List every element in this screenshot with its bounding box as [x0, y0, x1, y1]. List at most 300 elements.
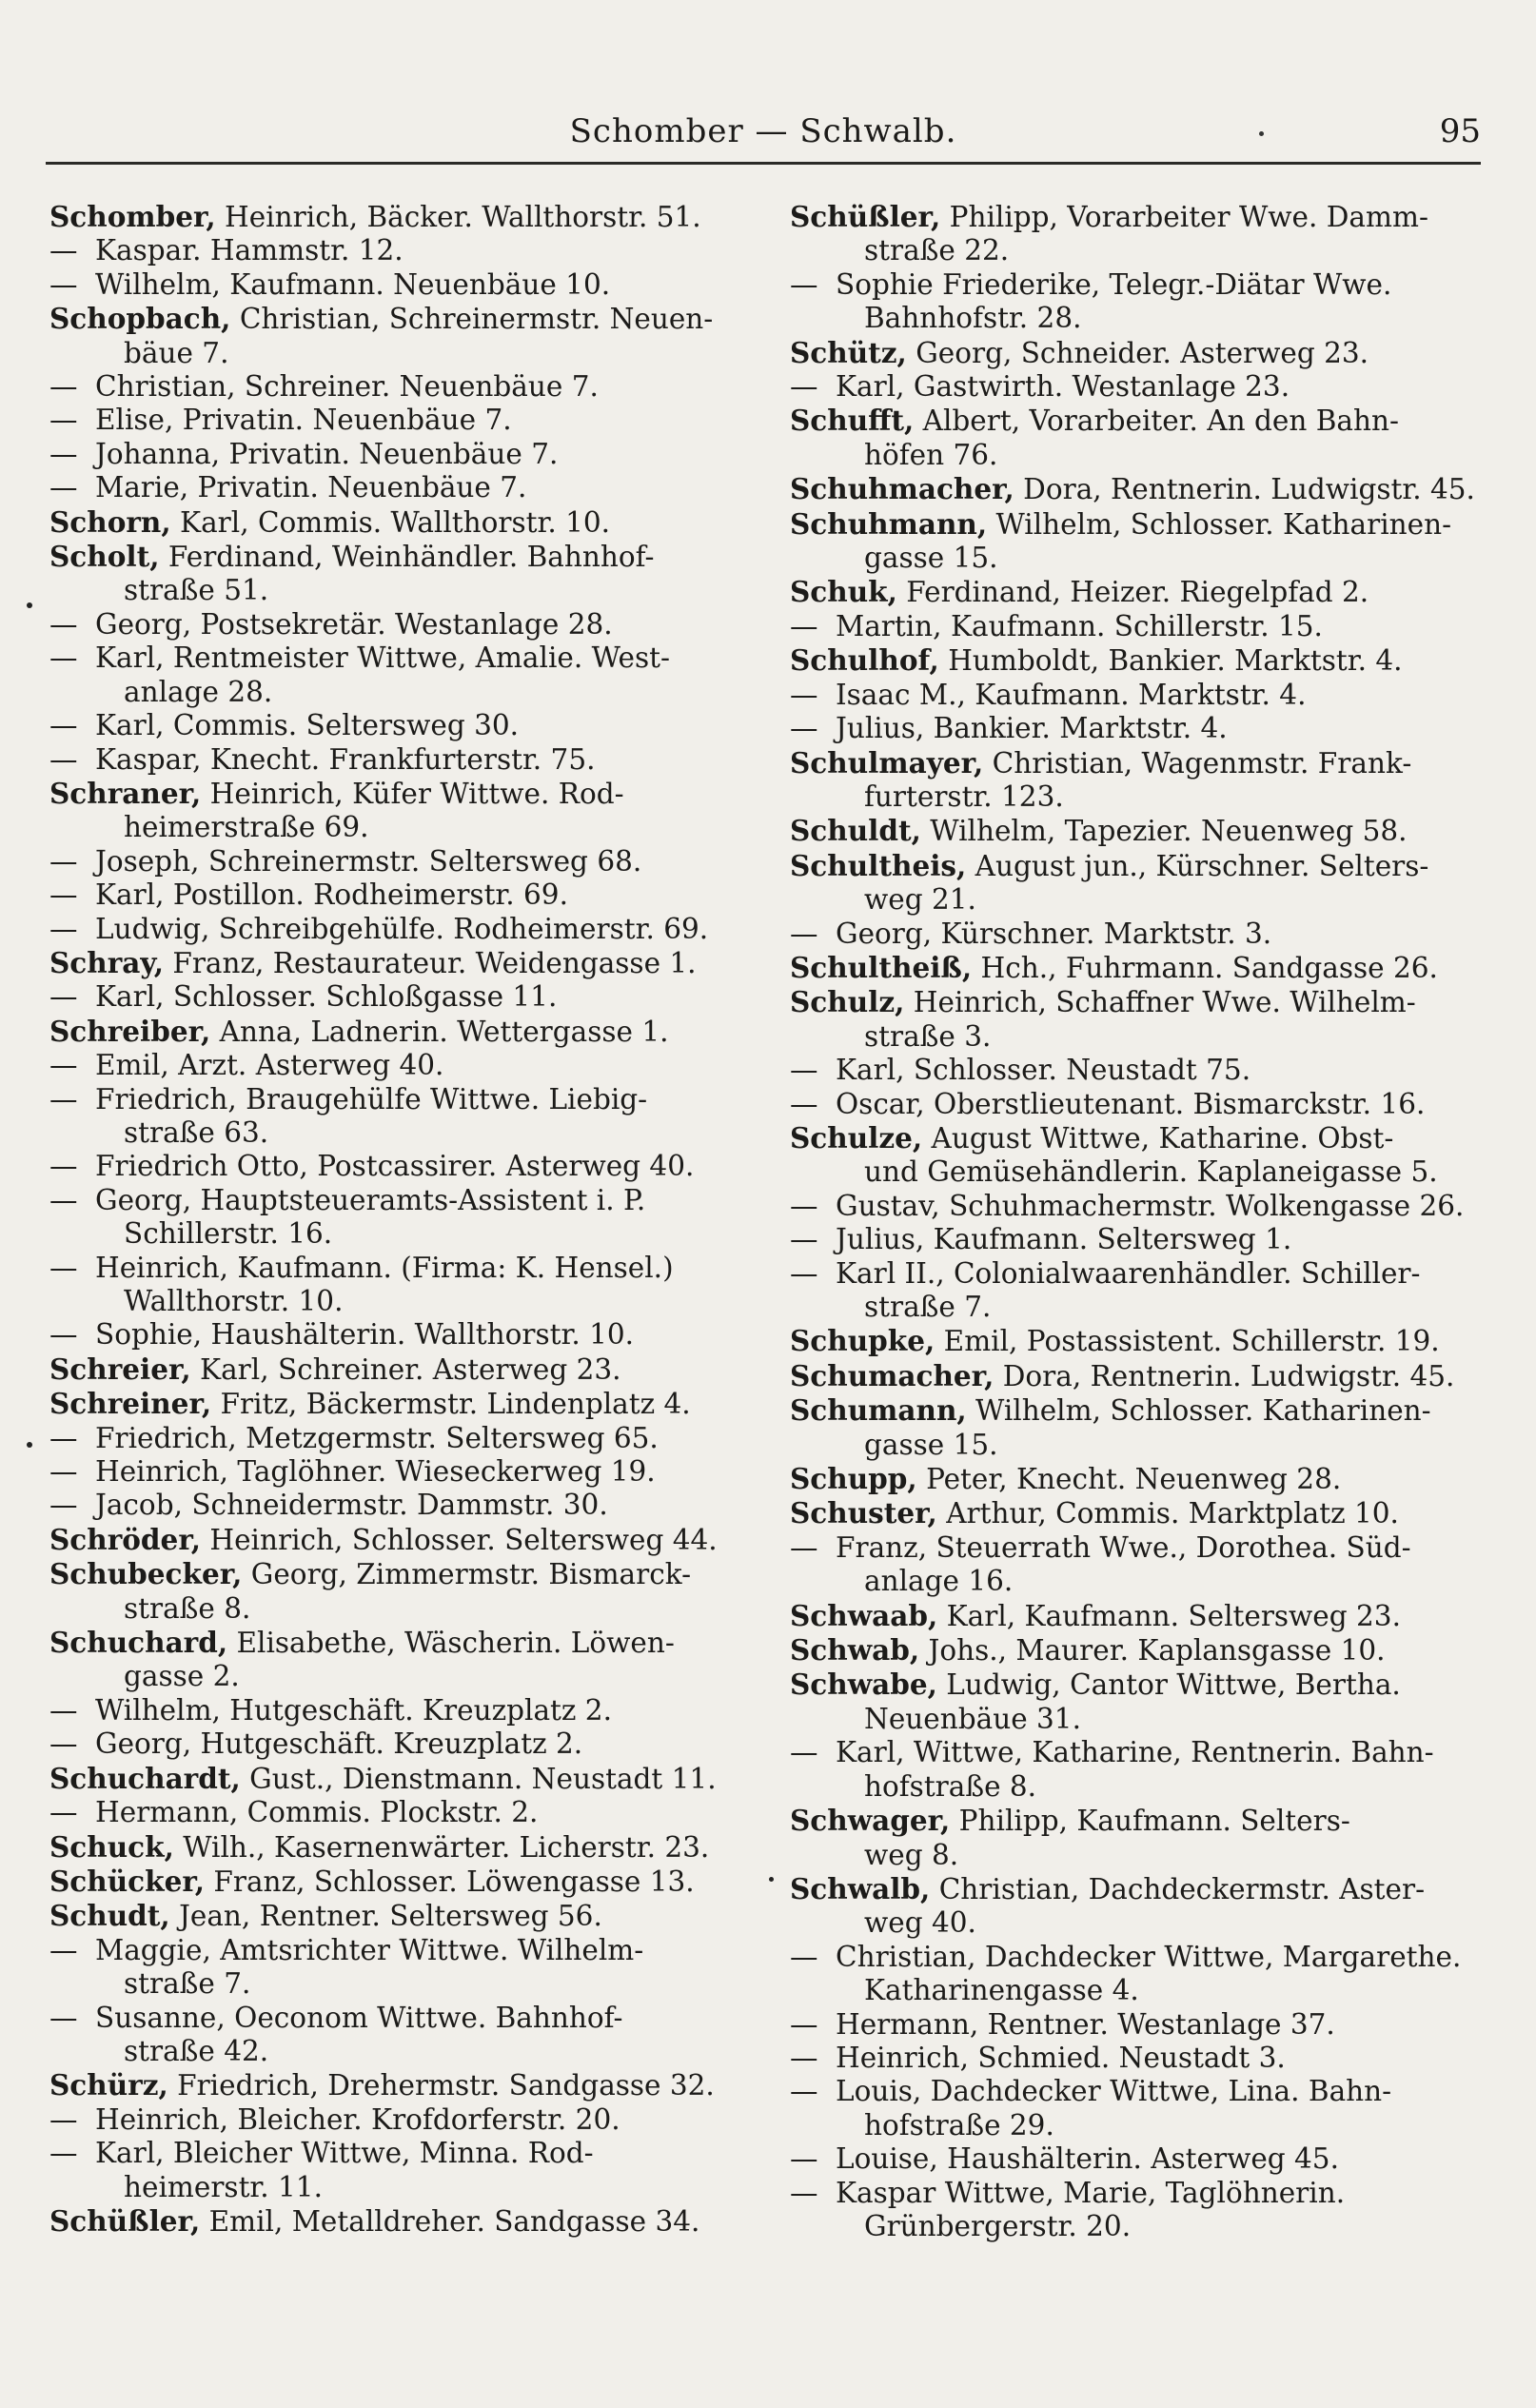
entry-text: Heinrich, Schmied. Neustadt 3.	[836, 2041, 1286, 2074]
entry-text: Friedrich, Metzgermstr. Seltersweg 65.	[95, 1421, 659, 1454]
ditto-dash: —	[49, 980, 78, 1014]
surname: Schücker,	[49, 1864, 205, 1898]
entry-text: Wilhelm, Kaufmann. Neuenbäue 10.	[95, 267, 611, 301]
directory-subentry	[49, 2137, 763, 2170]
directory-subentry	[49, 913, 763, 946]
directory-entry	[49, 1523, 763, 1557]
surname: Schultheiß,	[790, 950, 973, 984]
ditto-dash: —	[49, 709, 78, 742]
entry-continuation	[49, 2171, 763, 2204]
ditto-dash: —	[49, 404, 78, 437]
entry-text: August jun., Kürschner. Selters-	[966, 849, 1429, 882]
ditto-dash: —	[49, 234, 78, 267]
directory-entry	[49, 1865, 763, 1899]
entry-text: Susanne, Oeconom Wittwe. Bahnhof-	[95, 2001, 623, 2034]
directory-entry	[790, 1668, 1504, 1702]
surname: Schorn,	[49, 504, 171, 539]
entry-continuation	[790, 234, 1504, 267]
directory-entry	[790, 1121, 1504, 1155]
entry-text: Julius, Bankier. Marktstr. 4.	[836, 712, 1228, 745]
directory-entry	[790, 575, 1504, 609]
surname: Schwabe,	[790, 1668, 937, 1702]
directory-entry	[790, 1462, 1504, 1496]
entry-text: anlage 16.	[864, 1565, 1014, 1598]
entry-continuation	[790, 1974, 1504, 2007]
entry-text: Christian, Wagenmstr. Frank-	[983, 746, 1412, 780]
surname: Schuchardt,	[49, 1761, 241, 1795]
entry-text: Ferdinand, Heizer. Riegelpfad 2.	[896, 576, 1369, 609]
entry-text: Karl, Schreiner. Asterweg 23.	[190, 1352, 621, 1386]
directory-subentry	[790, 2075, 1504, 2108]
entry-continuation	[49, 811, 763, 844]
entry-text: Louise, Haushälterin. Asterweg 45.	[836, 2142, 1339, 2176]
entry-text: Christian, Dachdecker Wittwe, Margarethe.	[836, 1940, 1462, 1973]
surname: Schulz,	[790, 985, 905, 1019]
entry-text: Heinrich, Küfer Wittwe. Rod-	[201, 777, 624, 810]
ditto-dash: —	[790, 1223, 818, 1256]
ditto-dash: —	[49, 878, 78, 912]
margin-mark	[27, 1442, 32, 1448]
directory-entry	[49, 1762, 763, 1796]
entry-text: Friedrich, Drehermstr. Sandgasse 32.	[167, 2069, 715, 2102]
page-header	[46, 105, 1481, 165]
entry-text: bäue 7.	[124, 336, 229, 369]
entry-text: Humboldt, Bankier. Marktstr. 4.	[938, 644, 1403, 678]
entry-text: Johanna, Privatin. Neuenbäue 7.	[95, 437, 559, 470]
surname: Schreier,	[49, 1352, 191, 1386]
entry-text: weg 8.	[864, 1838, 959, 1871]
directory-entry	[790, 746, 1504, 780]
directory-entry	[790, 472, 1504, 506]
directory-subentry	[49, 1422, 763, 1455]
directory-subentry	[790, 918, 1504, 951]
entry-text: höfen 76.	[864, 438, 998, 471]
directory-subentry	[49, 268, 763, 302]
ditto-dash: —	[49, 742, 78, 776]
entry-text: Georg, Schneider. Asterweg 23.	[906, 336, 1369, 369]
directory-entry	[49, 540, 763, 574]
ditto-dash: —	[49, 1455, 78, 1489]
directory-subentry	[49, 404, 763, 437]
entry-text: Wilhelm, Schlosser. Katharinen-	[966, 1394, 1431, 1428]
directory-subentry	[790, 1531, 1504, 1565]
ditto-dash: —	[790, 678, 818, 711]
ditto-dash: —	[49, 267, 78, 301]
entry-text: Louis, Dachdecker Wittwe, Lina. Bahn-	[836, 2075, 1392, 2108]
entry-text: Heinrich, Schlosser. Seltersweg 44.	[201, 1523, 718, 1556]
entry-text: Philipp, Vorarbeiter Wwe. Damm-	[940, 201, 1428, 233]
surname: Schultheis,	[790, 848, 967, 882]
surname: Schwager,	[790, 1804, 951, 1838]
entry-continuation	[790, 542, 1504, 575]
surname: Schopbach,	[49, 302, 231, 336]
entry-text: Katharinengasse 4.	[864, 1974, 1139, 2007]
ditto-dash: —	[790, 1054, 818, 1087]
directory-entry	[790, 1324, 1504, 1358]
entry-text: Kaspar. Hammstr. 12.	[95, 234, 404, 267]
entry-text: straße 51.	[124, 574, 269, 607]
entry-text: Christian, Schreinermstr. Neuen-	[230, 303, 714, 336]
surname: Schürz,	[49, 2068, 168, 2102]
ditto-dash: —	[790, 1189, 818, 1222]
entry-continuation	[790, 302, 1504, 335]
entry-continuation	[49, 1592, 763, 1626]
entry-text: Kaspar, Knecht. Frankfurterstr. 75.	[95, 742, 596, 776]
ditto-dash: —	[49, 607, 78, 641]
surname: Schupke,	[790, 1324, 935, 1358]
entry-text: straße 7.	[864, 1291, 992, 1323]
directory-subentry	[49, 2002, 763, 2035]
entry-text: Hch., Fuhrmann. Sandgasse 26.	[972, 951, 1438, 984]
surname: Schulmayer,	[790, 745, 984, 780]
surname: Schomber,	[49, 200, 216, 233]
directory-entry	[790, 507, 1504, 542]
right-column	[790, 200, 1504, 2243]
directory-subentry	[49, 641, 763, 675]
entry-text: Ferdinand, Weinhändler. Bahnhof-	[159, 541, 655, 574]
ditto-dash: —	[49, 1150, 78, 1183]
entry-text: Wilhelm, Schlosser. Katharinen-	[987, 507, 1452, 541]
directory-entry	[49, 777, 763, 811]
surname: Schreiner,	[49, 1387, 212, 1421]
entry-continuation	[49, 574, 763, 607]
directory-entry	[49, 200, 763, 234]
ditto-dash: —	[49, 1251, 78, 1284]
directory-subentry	[790, 679, 1504, 712]
entry-text: Heinrich, Bäcker. Wallthorstr. 51.	[215, 201, 701, 233]
directory-subentry	[790, 2142, 1504, 2176]
directory-entry	[790, 1872, 1504, 1906]
surname: Schuster,	[790, 1496, 937, 1530]
directory-entry	[790, 985, 1504, 1019]
entry-text: Martin, Kaufmann. Schillerstr. 15.	[836, 609, 1323, 642]
entry-text: anlage 28.	[124, 675, 273, 708]
ditto-dash: —	[49, 471, 78, 504]
entry-text: Hermann, Commis. Plockstr. 2.	[95, 1796, 539, 1829]
directory-entry	[49, 505, 763, 540]
entry-continuation	[49, 1967, 763, 2001]
ditto-dash: —	[49, 1318, 78, 1352]
entry-text: Karl, Wittwe, Katharine, Rentnerin. Bahn-	[836, 1736, 1434, 1769]
ditto-dash: —	[49, 2001, 78, 2034]
entry-continuation	[790, 439, 1504, 472]
entry-text: Karl, Rentmeister Wittwe, Amalie. West-	[95, 641, 670, 675]
entry-text: Georg, Zimmermstr. Bismarck-	[242, 1558, 692, 1591]
entry-text: Dora, Rentnerin. Ludwigstr. 45.	[994, 1359, 1455, 1392]
entry-text: straße 7.	[124, 1967, 251, 2001]
directory-subentry	[49, 709, 763, 742]
entry-text: Sophie Friederike, Telegr.-Diätar Wwe.	[836, 267, 1392, 301]
directory-entry	[49, 2204, 763, 2239]
entry-text: furterstr. 123.	[864, 780, 1064, 813]
directory-subentry	[790, 2008, 1504, 2042]
directory-subentry	[49, 1727, 763, 1761]
surname: Schubecker,	[49, 1557, 243, 1591]
directory-subentry	[790, 370, 1504, 404]
entry-text: straße 42.	[124, 2034, 269, 2067]
surname: Schwaab,	[790, 1598, 938, 1632]
left-column	[49, 200, 763, 2239]
entry-text: hofstraße 8.	[864, 1769, 1037, 1803]
ditto-dash: —	[790, 1256, 818, 1290]
directory-subentry	[49, 1934, 763, 1967]
directory-subentry	[49, 234, 763, 267]
entry-text: Maggie, Amtsrichter Wittwe. Wilhelm-	[95, 1933, 644, 1966]
directory-entry	[790, 1359, 1504, 1393]
entry-text: Ludwig, Schreibgehülfe. Rodheimerstr. 69.	[95, 912, 709, 945]
directory-entry	[790, 1633, 1504, 1668]
entry-continuation	[790, 1839, 1504, 1872]
directory-subentry	[49, 1694, 763, 1727]
ditto-dash: —	[790, 712, 818, 745]
entry-text: Oscar, Oberstlieutenant. Bismarckstr. 16.	[836, 1087, 1426, 1120]
surname: Scholt,	[49, 540, 160, 574]
entry-text: Franz, Steuerrath Wwe., Dorothea. Süd-	[836, 1530, 1411, 1564]
surname: Schupp,	[790, 1462, 917, 1496]
entry-text: Christian, Schreiner. Neuenbäue 7.	[95, 370, 599, 404]
entry-text: Johs., Maurer. Kaplansgasse 10.	[919, 1634, 1386, 1668]
entry-text: straße 8.	[124, 1591, 251, 1625]
entry-continuation	[790, 780, 1504, 814]
entry-text: Elisabethe, Wäscherin. Löwen-	[227, 1627, 675, 1660]
directory-entry	[49, 946, 763, 980]
directory-subentry	[49, 1184, 763, 1217]
entry-text: Sophie, Haushälterin. Wallthorstr. 10.	[95, 1318, 635, 1352]
directory-entry	[49, 1899, 763, 1933]
entry-text: Jacob, Schneidermstr. Dammstr. 30.	[95, 1489, 608, 1522]
ditto-dash: —	[790, 1736, 818, 1769]
entry-text: Heinrich, Kaufmann. (Firma: K. Hensel.)	[95, 1251, 674, 1284]
entry-text: Wilh., Kasernenwärter. Licherstr. 23.	[173, 1830, 710, 1864]
surname: Schuchard,	[49, 1626, 228, 1660]
directory-subentry	[790, 268, 1504, 302]
ditto-dash: —	[790, 1940, 818, 1973]
entry-text: gasse 2.	[124, 1660, 240, 1693]
ditto-dash: —	[49, 1183, 78, 1216]
entry-text: Georg, Kürschner. Marktstr. 3.	[836, 917, 1272, 950]
entry-text: Georg, Postsekretär. Westanlage 28.	[95, 607, 613, 641]
directory-entry	[790, 336, 1504, 370]
directory-subentry	[49, 1455, 763, 1489]
ditto-dash: —	[49, 641, 78, 675]
entry-text: Joseph, Schreinermstr. Seltersweg 68.	[95, 844, 642, 878]
entry-text: Franz, Schlosser. Löwengasse 13.	[205, 1865, 695, 1898]
entry-text: Marie, Privatin. Neuenbäue 7.	[95, 471, 527, 504]
entry-continuation	[790, 1020, 1504, 1054]
entry-text: Isaac M., Kaufmann. Marktstr. 4.	[836, 678, 1307, 711]
entry-text: Karl, Gastwirth. Westanlage 23.	[836, 370, 1290, 404]
entry-text: Philipp, Kaufmann. Selters-	[950, 1805, 1350, 1838]
surname: Schuhmacher,	[790, 472, 1014, 506]
entry-continuation	[49, 1217, 763, 1251]
entry-text: Grünbergerstr. 20.	[864, 2209, 1132, 2242]
entry-text: Elise, Privatin. Neuenbäue 7.	[95, 404, 512, 437]
directory-subentry	[790, 610, 1504, 643]
directory-subentry	[790, 2177, 1504, 2210]
entry-text: Emil, Postassistent. Schillerstr. 19.	[935, 1325, 1440, 1358]
entry-text: Karl, Bleicher Wittwe, Minna. Rod-	[95, 2137, 594, 2170]
entry-text: Ludwig, Cantor Wittwe, Bertha.	[936, 1668, 1401, 1702]
directory-subentry	[790, 1257, 1504, 1291]
entry-text: Emil, Metalldreher. Sandgasse 34.	[200, 2204, 700, 2238]
surname: Schuk,	[790, 575, 897, 609]
entry-text: Gustav, Schuhmachermstr. Wolkengasse 26.	[836, 1189, 1465, 1222]
directory-entry	[790, 1804, 1504, 1838]
entry-text: Georg, Hutgeschäft. Kreuzplatz 2.	[95, 1727, 583, 1761]
directory-entry	[790, 849, 1504, 883]
ditto-dash: —	[49, 912, 78, 945]
directory-subentry	[790, 1190, 1504, 1223]
directory-subentry	[49, 438, 763, 471]
directory-subentry	[49, 743, 763, 777]
ditto-dash: —	[49, 2137, 78, 2170]
entry-text: Friedrich, Braugehülfe Wittwe. Liebig-	[95, 1082, 648, 1115]
surname: Schuldt,	[790, 814, 921, 848]
entry-text: heimerstr. 11.	[124, 2170, 323, 2203]
ditto-dash: —	[49, 1421, 78, 1454]
ditto-dash: —	[49, 1082, 78, 1115]
entry-continuation	[790, 1291, 1504, 1324]
entry-text: Dora, Rentnerin. Ludwigstr. 45.	[1014, 473, 1475, 506]
entry-text: Jean, Rentner. Seltersweg 56.	[169, 1900, 602, 1933]
directory-subentry	[49, 1318, 763, 1352]
directory-subentry	[49, 878, 763, 912]
directory-entry	[49, 1626, 763, 1660]
directory-entry	[790, 1599, 1504, 1633]
directory-entry	[790, 951, 1504, 985]
directory-subentry	[49, 1796, 763, 1829]
entry-text: Arthur, Commis. Marktplatz 10.	[936, 1497, 1399, 1530]
surname: Schulhof,	[790, 643, 939, 678]
entry-continuation	[790, 883, 1504, 917]
directory-subentry	[790, 1088, 1504, 1121]
directory-entry	[49, 1830, 763, 1865]
entry-text: Heinrich, Schaffner Wwe. Wilhelm-	[904, 986, 1416, 1019]
surname: Schüßler,	[790, 200, 941, 233]
surname: Schuck,	[49, 1829, 174, 1864]
surname: Schröder,	[49, 1522, 201, 1556]
surname: Schulze,	[790, 1120, 923, 1155]
entry-continuation	[49, 1285, 763, 1318]
entry-text: Heinrich, Taglöhner. Wieseckerweg 19.	[95, 1455, 656, 1489]
ditto-dash: —	[790, 917, 818, 950]
entry-continuation	[49, 676, 763, 709]
entry-continuation	[49, 1116, 763, 1150]
directory-entry	[49, 1352, 763, 1387]
directory-entry	[790, 200, 1504, 234]
ditto-dash: —	[790, 2176, 818, 2209]
directory-subentry	[49, 370, 763, 404]
entry-text: Karl, Schlosser. Neustadt 75.	[836, 1054, 1251, 1087]
directory-subentry	[790, 1054, 1504, 1087]
surname: Schumann,	[790, 1393, 967, 1428]
entry-continuation	[49, 1660, 763, 1693]
directory-subentry	[49, 1252, 763, 1285]
ditto-dash: —	[49, 1727, 78, 1761]
directory-subentry	[49, 845, 763, 878]
directory-entry	[49, 1387, 763, 1421]
ditto-dash: —	[790, 609, 818, 642]
entry-text: Heinrich, Bleicher. Krofdorferstr. 20.	[95, 2102, 620, 2136]
directory-subentry	[790, 1223, 1504, 1256]
entry-text: Christian, Dachdeckermstr. Aster-	[930, 1872, 1426, 1905]
margin-mark	[769, 1877, 774, 1882]
surname: Schudt,	[49, 1899, 170, 1933]
entry-text: straße 63.	[124, 1115, 269, 1149]
entry-text: Kaspar Wittwe, Marie, Taglöhnerin.	[836, 2176, 1346, 2209]
entry-text: weg 40.	[864, 1906, 976, 1940]
ditto-dash: —	[49, 1489, 78, 1522]
entry-continuation	[790, 1703, 1504, 1736]
entry-text: Wallthorstr. 10.	[124, 1285, 344, 1317]
entry-continuation	[790, 2210, 1504, 2243]
surname: Schreiber,	[49, 1014, 211, 1048]
entry-continuation	[49, 2035, 763, 2068]
directory-entry	[790, 643, 1504, 678]
directory-subentry	[49, 2103, 763, 2137]
directory-entry	[49, 302, 763, 336]
entry-text: Hermann, Rentner. Westanlage 37.	[836, 2007, 1335, 2041]
directory-entry	[49, 1015, 763, 1049]
entry-text: Karl, Postillon. Rodheimerstr. 69.	[95, 878, 568, 912]
page-number: 95	[1439, 112, 1481, 150]
ditto-dash: —	[790, 2007, 818, 2041]
ditto-dash: —	[49, 1049, 78, 1082]
entry-text: Fritz, Bäckermstr. Lindenplatz 4.	[211, 1388, 691, 1421]
ditto-dash: —	[790, 370, 818, 404]
surname: Schray,	[49, 945, 164, 979]
entry-text: Emil, Arzt. Asterweg 40.	[95, 1049, 444, 1082]
entry-text: Peter, Knecht. Neuenweg 28.	[916, 1463, 1342, 1496]
directory-entry	[790, 1393, 1504, 1428]
ditto-dash: —	[790, 267, 818, 301]
surname: Schütz,	[790, 335, 907, 369]
ditto-dash: —	[49, 437, 78, 470]
entry-text: Neuenbäue 31.	[864, 1702, 1081, 1735]
entry-continuation	[790, 1770, 1504, 1804]
ditto-dash: —	[49, 1693, 78, 1727]
ditto-dash: —	[790, 2041, 818, 2074]
directory-subentry	[790, 1736, 1504, 1769]
entry-text: Georg, Hauptsteueramts-Assistent i. P.	[95, 1183, 646, 1216]
directory-entry	[49, 2068, 763, 2102]
entry-text: Gust., Dienstmann. Neustadt 11.	[240, 1762, 717, 1795]
ditto-dash: —	[49, 1933, 78, 1966]
directory-entry	[790, 814, 1504, 848]
surname: Schuhmann,	[790, 506, 988, 541]
entry-text: Karl II., Colonialwaarenhändler. Schiller-	[836, 1256, 1421, 1290]
entry-text: Schillerstr. 16.	[124, 1217, 333, 1251]
entry-text: Anna, Ladnerin. Wettergasse 1.	[210, 1015, 669, 1048]
entry-text: Bahnhofstr. 28.	[864, 302, 1082, 335]
ditto-dash: —	[49, 2102, 78, 2136]
surname: Schüßler,	[49, 2203, 201, 2238]
entry-text: Friedrich Otto, Postcassirer. Asterweg 40.	[95, 1150, 695, 1183]
margin-mark	[27, 602, 32, 608]
directory-subentry	[790, 2042, 1504, 2075]
entry-text: Karl, Commis. Seltersweg 30.	[95, 709, 520, 742]
entry-continuation	[790, 1565, 1504, 1598]
entry-text: heimerstraße 69.	[124, 811, 369, 844]
directory-subentry	[790, 712, 1504, 745]
directory-subentry	[49, 1489, 763, 1522]
directory-entry	[49, 1557, 763, 1591]
entry-text: gasse 15.	[864, 542, 998, 575]
directory-entry	[790, 1496, 1504, 1530]
surname: Schufft,	[790, 404, 915, 438]
directory-subentry	[790, 1941, 1504, 1974]
entry-text: und Gemüsehändlerin. Kaplaneigasse 5.	[864, 1155, 1438, 1189]
